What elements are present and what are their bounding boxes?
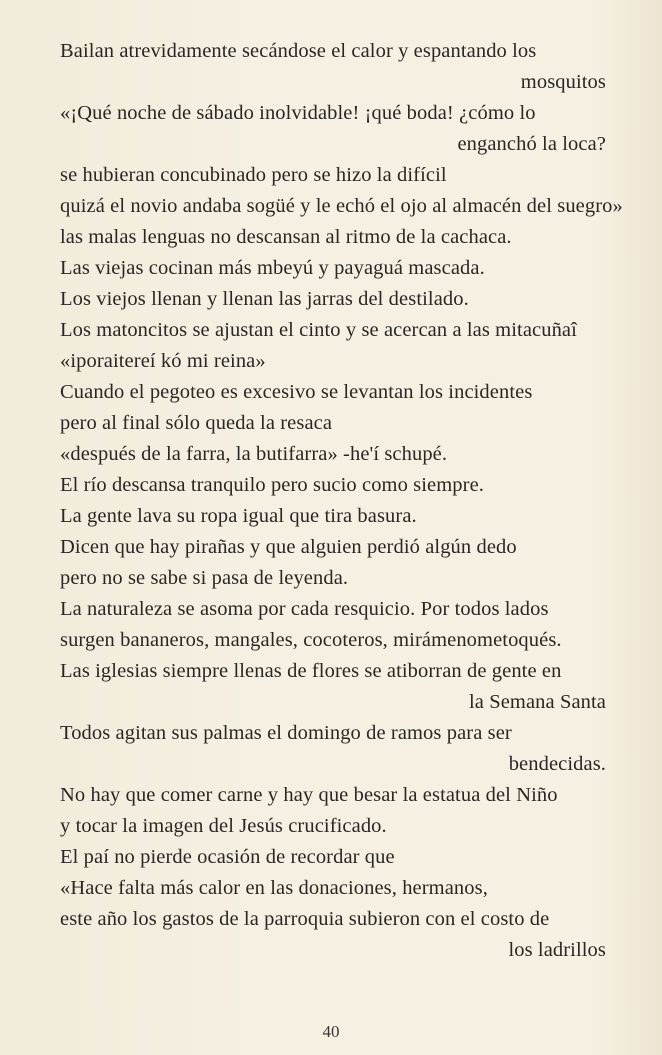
poem-line: pero no se sabe si pasa de leyenda.: [60, 567, 349, 589]
poem-line: los ladrillos: [508, 939, 606, 961]
poem-line: Los matoncitos se ajustan el cinto y se acercan a las mitacuñaî: [60, 319, 577, 341]
poem-line: este año los gastos de la parroquia subieron con el costo de: [60, 908, 550, 930]
poem-line: pero al final sólo queda la resaca: [60, 412, 333, 434]
poem-line: las malas lenguas no descansan al ritmo de la cachaca.: [60, 226, 512, 248]
poem-line: Bailan atrevidamente secándose el calor y espantando los: [60, 40, 537, 62]
poem-line: enganchó la loca?: [457, 133, 606, 155]
poem-line: bendecidas.: [508, 753, 606, 775]
poem-line: Los viejos llenan y llenan las jarras del destilado.: [60, 288, 469, 310]
poem-line: Dicen que hay pirañas y que alguien perdió algún dedo: [60, 536, 517, 558]
poem-line: Cuando el pegoteo es excesivo se levantan los incidentes: [60, 381, 533, 403]
page-number: 40: [322, 1022, 340, 1041]
poem-text: [60, 36, 623, 966]
poem-line: Todos agitan sus palmas el domingo de ramos para ser: [60, 722, 512, 744]
poem-line: El río descansa tranquilo pero sucio como siempre.: [60, 474, 484, 496]
poem-line: se hubieran concubinado pero se hizo la difícil: [60, 164, 447, 186]
poem-line: Las viejas cocinan más mbeyú y payaguá mascada.: [60, 257, 485, 279]
poem-line: y tocar la imagen del Jesús crucificado.: [60, 815, 387, 837]
poem-line: «Hace falta más calor en las donaciones, hermanos,: [60, 877, 488, 899]
poem-line: la Semana Santa: [469, 691, 606, 713]
poem-line: «después de la farra, la butifarra» -he'í schupé.: [60, 443, 448, 465]
poem-line: La gente lava su ropa igual que tira basura.: [60, 505, 417, 527]
poem-line: La naturaleza se asoma por cada resquicio. Por todos lados: [60, 598, 549, 620]
poem-line: «iporaitereí kó mi reina»: [60, 350, 266, 372]
poem-line: surgen bananeros, mangales, cocoteros, mirámenometoqués.: [60, 629, 562, 651]
poem-line: El paí no pierde ocasión de recordar que: [60, 846, 395, 868]
poem-line: «¡Qué noche de sábado inolvidable! ¡qué boda! ¿cómo lo: [60, 102, 536, 124]
poem-line: mosquitos: [520, 71, 606, 93]
poem-line: quizá el novio andaba sogüé y le echó el ojo al almacén del suegro»: [60, 195, 623, 217]
poem-line: No hay que comer carne y hay que besar la estatua del Niño: [60, 784, 558, 806]
poem-line: Las iglesias siempre llenas de flores se atiborran de gente en: [60, 660, 562, 682]
